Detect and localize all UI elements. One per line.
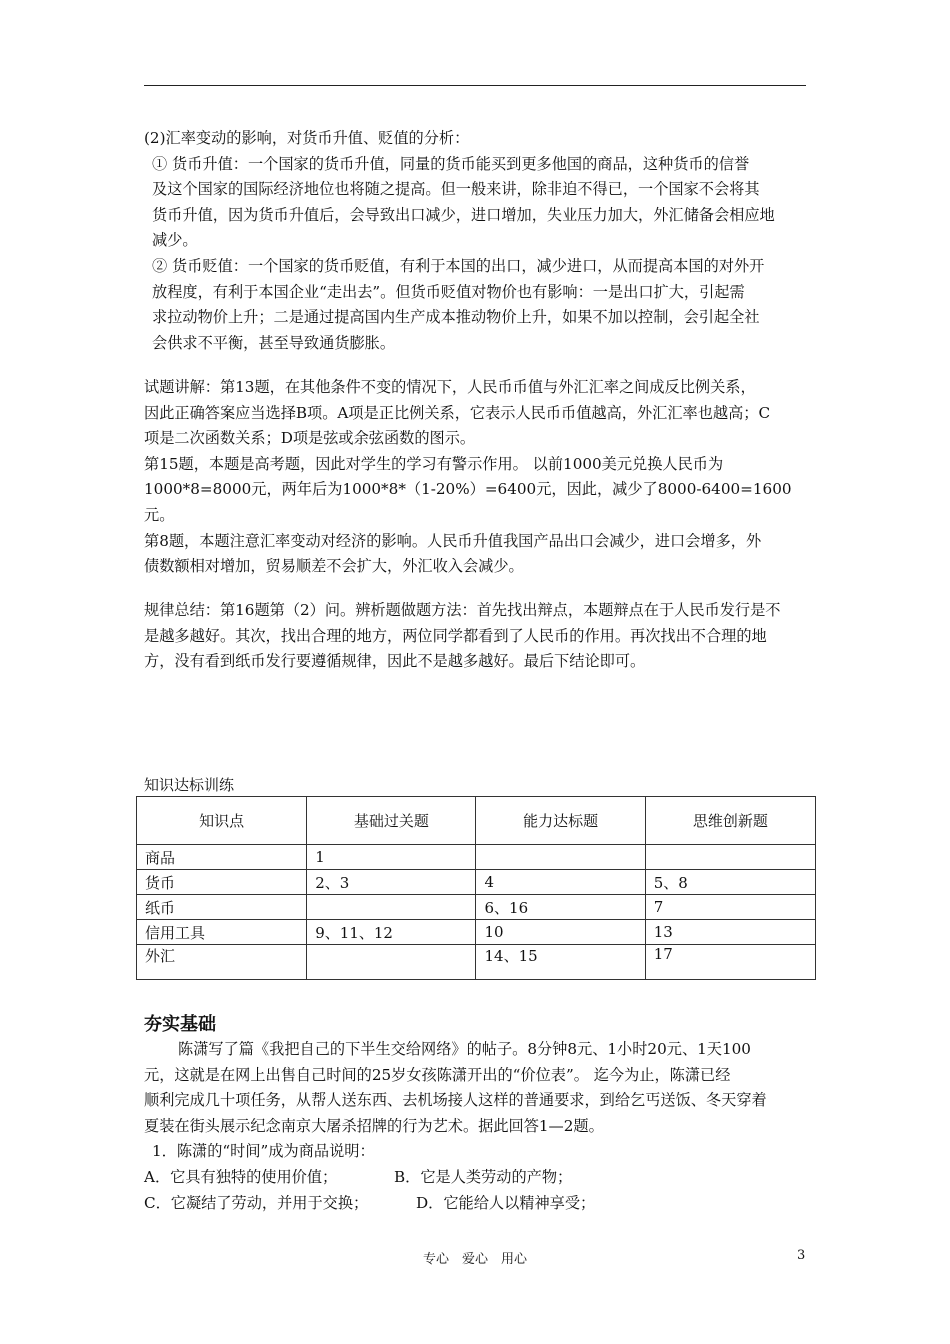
table-cell: 13: [645, 920, 815, 945]
text-line: 放程度，有利于本国企业“走出去”。但货币贬值对物价也有影响：一是出口扩大，引起需: [152, 282, 745, 301]
table-cell: 纸币: [137, 895, 307, 920]
section-heading: 夯实基础: [144, 1014, 216, 1035]
header-rule: [144, 85, 806, 86]
page-footer: 专心 爱心 用心: [422, 1252, 527, 1267]
table-cell: 商品: [137, 845, 307, 870]
table-row: [137, 895, 816, 920]
text-line: 项是二次函数关系；D项是弦或余弦函数的图示。: [144, 429, 476, 448]
table-cell: 4: [476, 870, 645, 895]
question-stem: 1．陈潇的“时间”成为商品说明：: [152, 1142, 375, 1161]
table-cell: 5、8: [645, 870, 815, 895]
text-line: ② 货币贬值：一个国家的货币贬值，有利于本国的出口，减少进口，从而提高本国的对外开: [152, 256, 765, 275]
text-line: 顺利完成几十项任务，从帮人送东西、去机场接人这样的普通要求，到给乞丐送饭、冬天穿着: [144, 1091, 767, 1110]
question-explanation: [144, 375, 810, 580]
table-cell: 货币: [137, 870, 307, 895]
table-cell: [476, 845, 645, 870]
option-row: [144, 1191, 810, 1217]
table-cell: [307, 945, 476, 980]
option-a: A．它具有独特的使用价值；: [144, 1167, 338, 1186]
table-cell: [645, 845, 815, 870]
table-cell: 外汇: [137, 945, 307, 980]
text-line: 陈潇写了篇《我把自己的下半生交给网络》的帖子。8分钟8元、1小时20元、1天100: [178, 1040, 751, 1058]
table-caption: 知识达标训练: [144, 776, 235, 794]
text-line: 试题讲解：第13题，在其他条件不变的情况下，人民币币值与外汇汇率之间成反比例关系，: [144, 378, 756, 396]
text-line: 及这个国家的国际经济地位也将随之提高。但一般来讲，除非迫不得已，一个国家不会将其: [152, 180, 760, 199]
table-row: [137, 920, 816, 945]
text-line: ① 货币升值：一个国家的货币升值，同量的货币能买到更多他国的商品，这种货币的信誉: [152, 154, 750, 173]
table-cell: 6、16: [476, 895, 645, 920]
exchange-rate-analysis: [144, 126, 810, 356]
text-line: 会供求不平衡，甚至导致通货膨胀。: [152, 333, 395, 352]
text-line: (2)汇率变动的影响，对货币升值、贬值的分析：: [144, 129, 470, 147]
text-line: 债数额相对增加，贸易顺差不会扩大，外汇收入会减少。: [144, 557, 524, 576]
option-c: C．它凝结了劳动，并用于交换；: [144, 1193, 369, 1212]
table-cell: 信用工具: [137, 920, 307, 945]
column-header: 知识点: [137, 797, 307, 845]
option-b: B．它是人类劳动的产物；: [394, 1167, 573, 1186]
table-cell: 10: [476, 920, 645, 945]
text-line: 是越多越好。其次，找出合理的地方，两位同学都看到了人民币的作用。再次找出不合理的地: [144, 626, 767, 645]
table-cell: 1: [307, 845, 476, 870]
column-header: 能力达标题: [476, 797, 645, 845]
text-line: 求拉动物价上升；二是通过提高国内生产成本推动物价上升，如果不加以控制，会引起全社: [152, 308, 760, 327]
text-line: 货币升值，因为货币升值后，会导致出口减少，进口增加，失业压力加大，外汇储备会相应地: [152, 205, 775, 224]
text-line: 夏装在街头展示纪念南京大屠杀招牌的行为艺术。据此回答1—2题。: [144, 1116, 604, 1135]
option-d: D．它能给人以精神享受；: [416, 1193, 596, 1212]
table-cell: 7: [645, 895, 815, 920]
table-cell: [307, 895, 476, 920]
table-cell: 14、15: [476, 945, 645, 980]
page-number: 3: [797, 1248, 806, 1263]
text-line: 第15题，本题是高考题，因此对学生的学习有警示作用。 以前1000美元兑换人民币为: [144, 454, 724, 473]
text-line: 减少。: [152, 231, 198, 250]
rule-summary: [144, 598, 810, 675]
foundation-section: [144, 1037, 810, 1216]
table-cell: 9、11、12: [307, 920, 476, 945]
column-header: 基础过关题: [307, 797, 476, 845]
text-line: 规律总结：第16题第（2）问。辨析题做题方法：首先找出辩点，本题辩点在于人民币发行是不: [144, 601, 781, 619]
table-header-row: [137, 797, 816, 845]
text-line: 元，这就是在网上出售自己时间的25岁女孩陈潇开出的“价位表”。 迄今为止，陈潇已经: [144, 1065, 731, 1084]
text-line: 因此正确答案应当选择B项。A项是正比例关系，它表示人民币币值越高，外汇汇率也越高；C: [144, 403, 771, 422]
knowledge-table: [136, 796, 816, 980]
text-line: 1000*8=8000元，两年后为1000*8*（1-20%）=6400元，因此，减少了8000-6400=1600元。: [144, 480, 792, 524]
table-row: [137, 945, 816, 980]
text-line: 方，没有看到纸币发行要遵循规律，因此不是越多越好。最后下结论即可。: [144, 652, 646, 671]
table-cell: 17: [645, 945, 815, 980]
text-line: 第8题，本题注意汇率变动对经济的影响。人民币升值我国产品出口会减少，进口会增多，外: [144, 531, 762, 550]
table-row: [137, 870, 816, 895]
table-row: [137, 845, 816, 870]
option-row: [144, 1165, 810, 1191]
column-header: 思维创新题: [645, 797, 815, 845]
table-cell: 2、3: [307, 870, 476, 895]
